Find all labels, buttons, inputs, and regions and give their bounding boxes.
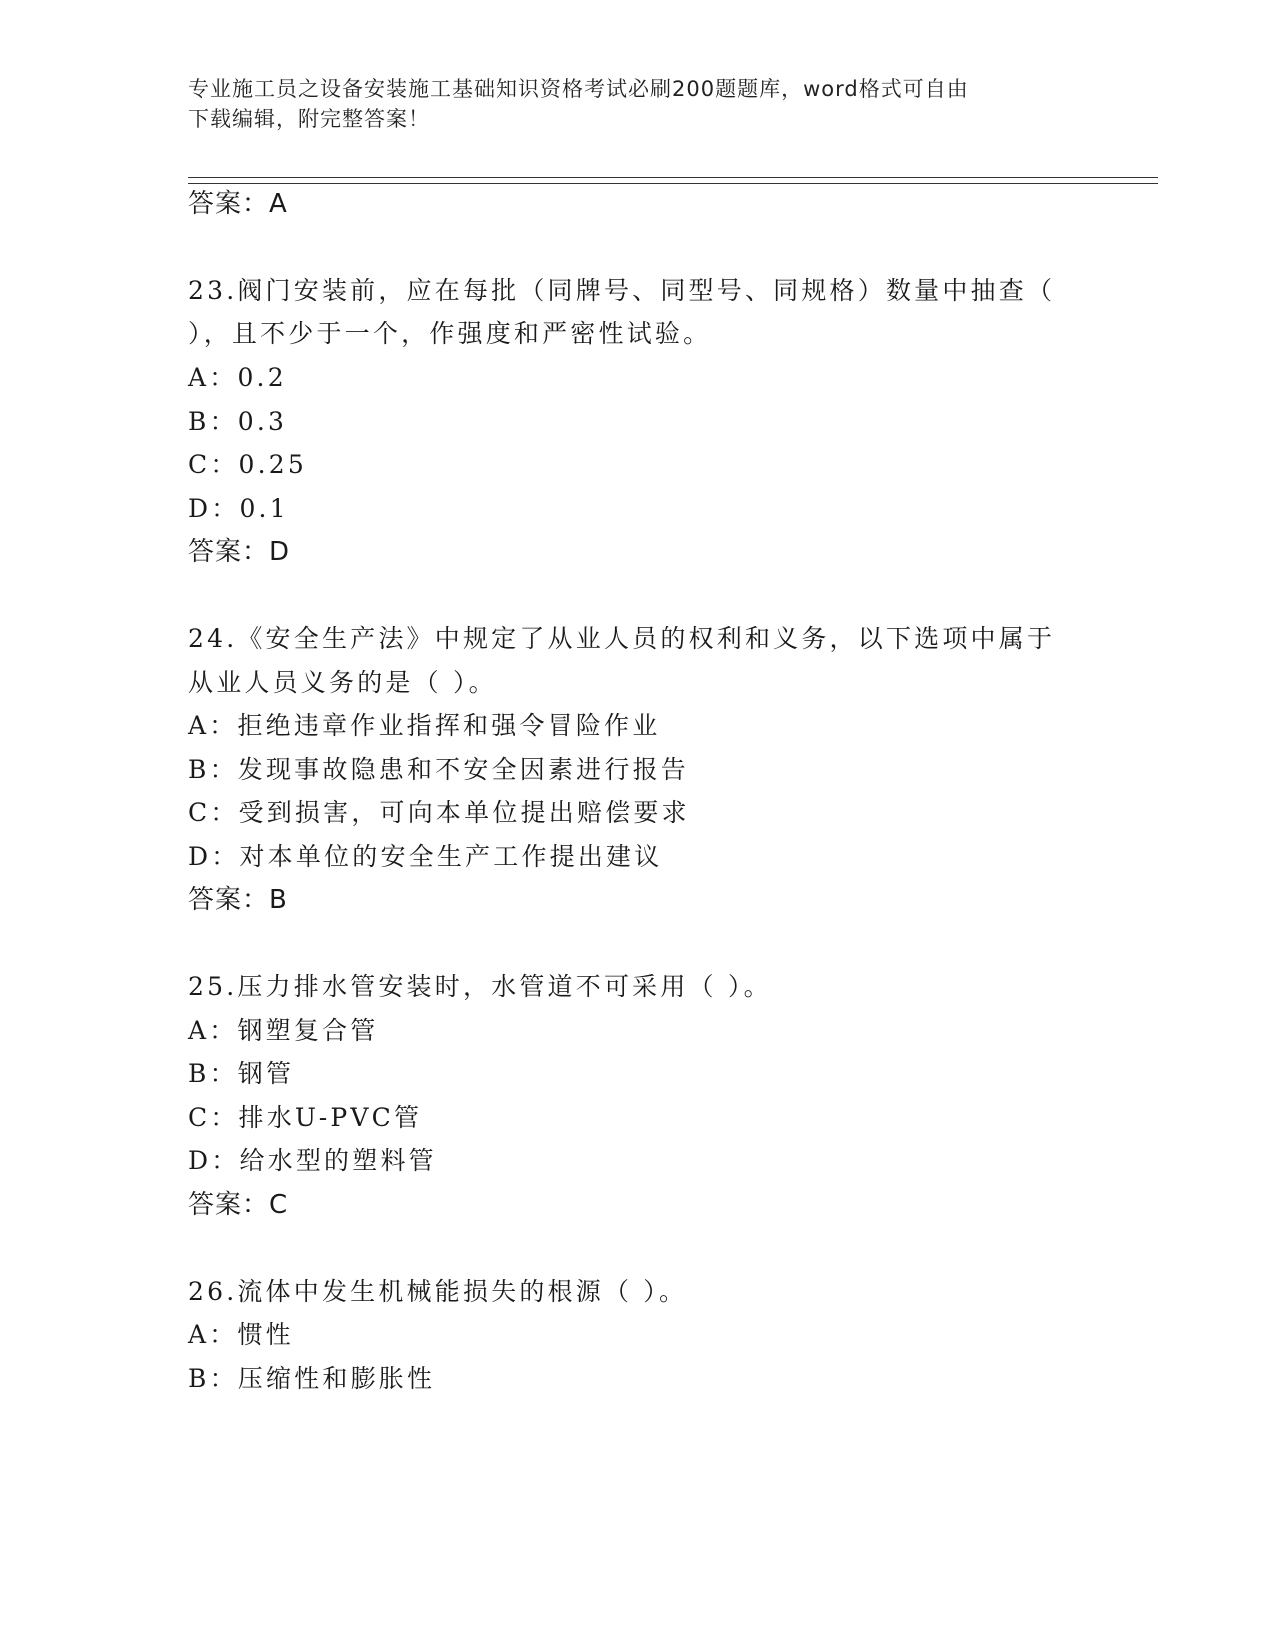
question-23-option-c: C：0.25 bbox=[188, 450, 307, 479]
question-25-option-c: C：排水U-PVC管 bbox=[188, 1103, 423, 1132]
question-24-option-c: C：受到损害，可向本单位提出赔偿要求 bbox=[188, 798, 690, 827]
question-24-option-a: A：拒绝违章作业指挥和强令冒险作业 bbox=[188, 711, 661, 740]
question-25-option-a: A：钢塑复合管 bbox=[188, 1016, 379, 1045]
question-25-option-b: B：钢管 bbox=[188, 1059, 295, 1088]
question-24-stem-line-2: 从业人员义务的是（ ）。 bbox=[188, 668, 497, 697]
question-26-option-a: A：惯性 bbox=[188, 1320, 294, 1349]
question-25-stem-line-1: 25.压力排水管安装时，水管道不可采用（ ）。 bbox=[188, 972, 772, 1001]
question-24-option-b: B：发现事故隐患和不安全因素进行报告 bbox=[188, 755, 689, 784]
header-line-1: 专业施工员之设备安装施工基础知识资格考试必刷200题题库，word格式可自由 bbox=[188, 77, 969, 101]
question-24-option-d: D：对本单位的安全生产工作提出建议 bbox=[188, 842, 663, 871]
question-23-stem-line-2: ），且不少于一个，作强度和严密性试验。 bbox=[188, 319, 712, 348]
document-header bbox=[188, 74, 1088, 134]
header-line-2: 下载编辑，附完整答案！ bbox=[188, 107, 430, 131]
header-divider-top bbox=[188, 177, 1158, 178]
question-24-stem-line-1: 24.《安全生产法》中规定了从业人员的权利和义务，以下选项中属于 bbox=[188, 624, 1056, 653]
question-26-stem-line-1: 26.流体中发生机械能损失的根源（ ）。 bbox=[188, 1277, 688, 1306]
question-23-option-a: A：0.2 bbox=[188, 363, 287, 392]
question-23-option-d: D：0.1 bbox=[188, 494, 289, 523]
header-divider-bottom bbox=[188, 183, 1158, 184]
question-25-answer: 答案：C bbox=[188, 1190, 289, 1220]
question-25-option-d: D：给水型的塑料管 bbox=[188, 1146, 437, 1175]
question-26-option-b: B：压缩性和膨胀性 bbox=[188, 1364, 436, 1393]
question-23-stem-line-1: 23.阀门安装前，应在每批（同牌号、同型号、同规格）数量中抽查（ bbox=[188, 276, 1056, 305]
question-23-option-b: B：0.3 bbox=[188, 407, 288, 436]
previous-answer: 答案：A bbox=[188, 189, 288, 219]
question-24-answer: 答案：B bbox=[188, 885, 288, 915]
question-23-answer: 答案：D bbox=[188, 537, 291, 567]
